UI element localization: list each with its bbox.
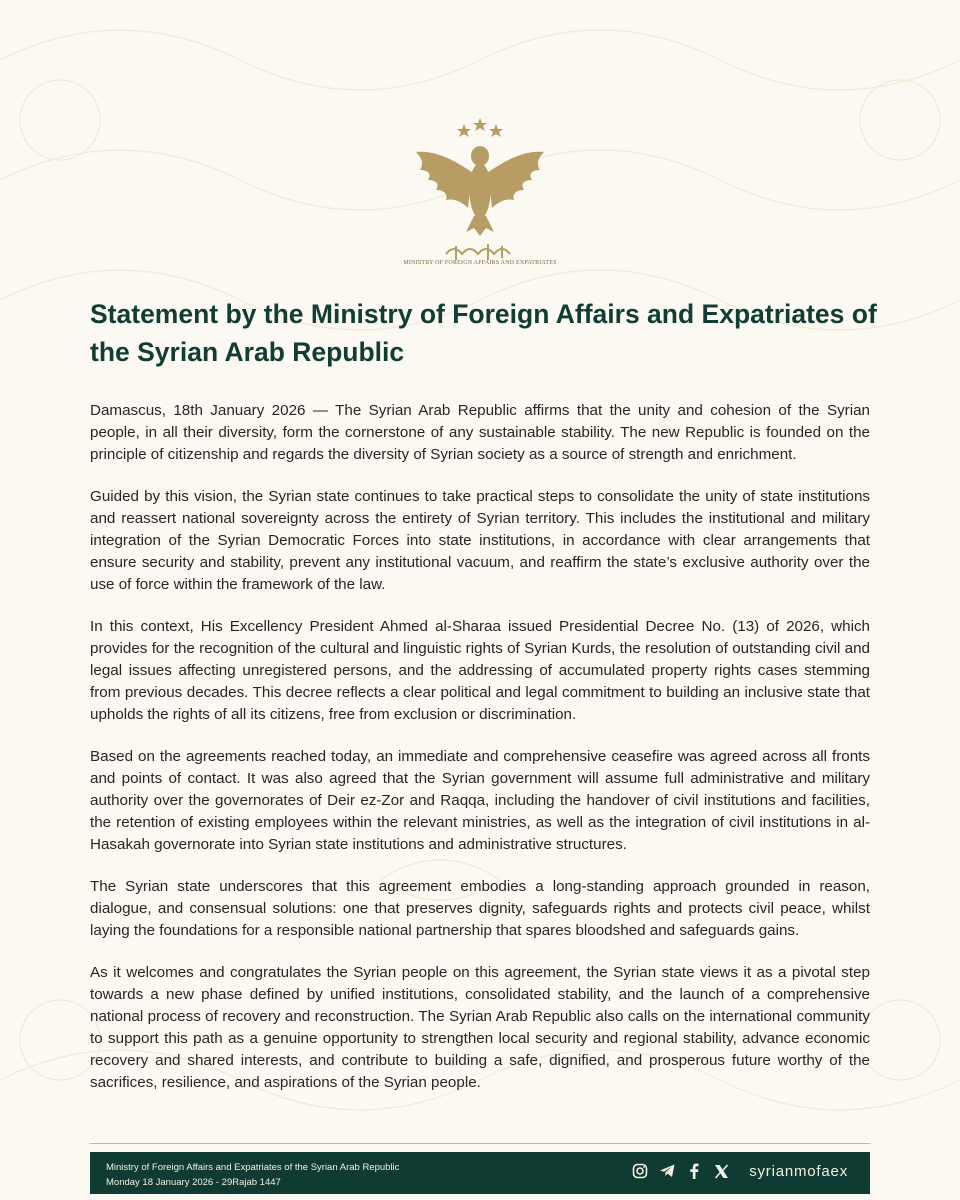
emblem-caption: MINISTRY OF FOREIGN AFFAIRS AND EXPATRIATES bbox=[403, 260, 557, 266]
statement-body bbox=[90, 400, 870, 1114]
eagle-emblem-icon bbox=[398, 112, 562, 272]
facebook-icon[interactable] bbox=[685, 1162, 703, 1180]
paragraph: Guided by this vision, the Syrian state continues to take practical steps to consolidate the unity of state institutions and reassert national sovereignty across the entirety of Syrian territory. This includes the institutional and military integration of the Syrian Democratic Forces into state institutions, in accordance with clear arrangements that ensure security and stability, prevent any institutional vacuum, and reaffirm the state’s exclusive authority over the use of force within the framework of the law. bbox=[90, 488, 870, 593]
x-icon[interactable] bbox=[712, 1162, 730, 1180]
paragraph: The Syrian state underscores that this agreement embodies a long-standing approach grounded in reason, dialogue, and consensual solutions: one that preserves dignity, safeguards rights and protects civil peace, whilst laying the foundations for a responsible national partnership that spares bloodshed and safeguards gains. bbox=[90, 878, 870, 939]
footer-divider bbox=[90, 1143, 870, 1144]
paragraph: In this context, His Excellency President Ahmed al-Sharaa issued Presidential Decree No. (13) of 2026, which provides for the recognition of the cultural and linguistic rights of Syrian Kurds, the resolution of outstanding civil and legal issues affecting unregistered persons, and the addressing of accumulated property rights cases stemming from previous decades. This decree reflects a clear political and legal commitment to building an inclusive state that upholds the rights of all its citizens, free from exclusion or discrimination. bbox=[90, 618, 870, 723]
instagram-icon[interactable] bbox=[631, 1162, 649, 1180]
page-title: Statement by the Ministry of Foreign Affairs and Expatriates of the Syrian Arab Republic bbox=[90, 299, 877, 367]
footer-org: Ministry of Foreign Affairs and Expatriates of the Syrian Arab Republic bbox=[106, 1162, 400, 1173]
paragraph: Based on the agreements reached today, an immediate and comprehensive ceasefire was agreed across all fronts and points of contact. It was also agreed that the Syrian government will assume full administrative and military authority over the governorates of Deir ez-Zor and Raqqa, including the handover of civil institutions and facilities, the retention of existing employees within the relevant ministries, as well as the integration of civil institutions in al-Hasakah governorate into Syrian state institutions and administrative structures. bbox=[90, 748, 870, 853]
paragraph: As it welcomes and congratulates the Syrian people on this agreement, the Syrian state views it as a pivotal step towards a new phase defined by unified institutions, consolidated stability, and the launch of a comprehensive national process of recovery and reconstruction. The Syrian Arab Republic also calls on the international community to support this path as a genuine opportunity to strengthen local security and regional stability, advance economic recovery and shared interests, and contribute to building a safe, dignified, and prosperous future worthy of the sacrifices, resilience, and aspirations of the Syrian people. bbox=[90, 964, 870, 1091]
social-links bbox=[631, 1162, 848, 1180]
telegram-icon[interactable] bbox=[658, 1162, 676, 1180]
footer-bar bbox=[90, 1152, 870, 1194]
social-handle[interactable]: syrianmofaex bbox=[749, 1162, 848, 1180]
footer-date: Monday 18 January 2026 - 29Rajab 1447 bbox=[106, 1177, 281, 1188]
footer-info bbox=[106, 1160, 399, 1190]
paragraph: Damascus, 18th January 2026 — The Syrian Arab Republic affirms that the unity and cohesion of the Syrian people, in all their diversity, form the cornerstone of any sustainable stability. The new Republic is founded on the principle of citizenship and regards the diversity of Syrian society as a source of strength and enrichment. bbox=[90, 402, 870, 463]
